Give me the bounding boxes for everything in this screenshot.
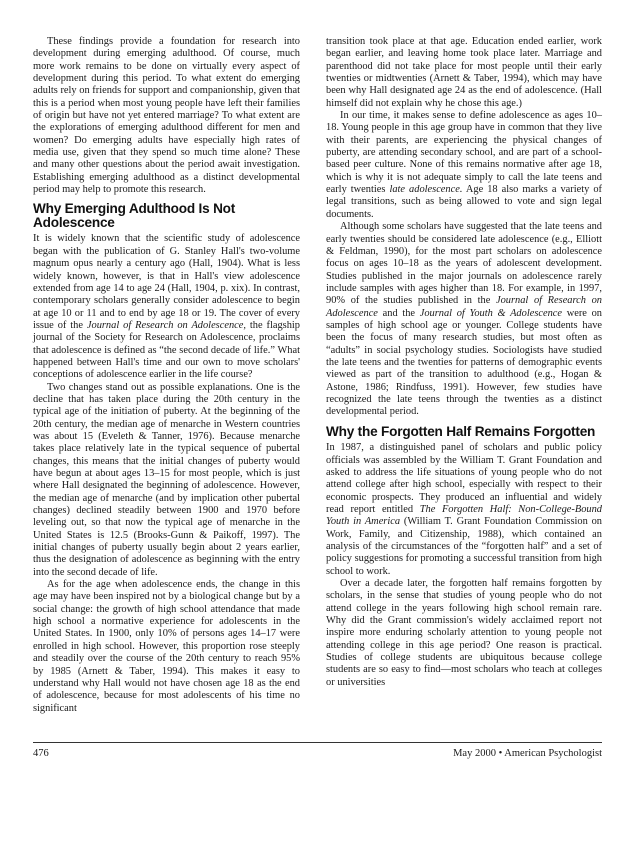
journal-title: Journal of Youth & Adolescence — [419, 307, 563, 319]
paragraph: As for the age when adolescence ends, the change in this age may have been inspired not by a biological change but by a social change: the growth of high school attendance that made high school a normative experience for adolescents in the United States. In 1900, only 10% of persons ages 14–17 were enrolled in high school. However, this proportion rose steeply and steadily over the course of the 20th century to reach 95% by 1985 (Arnett & Taber, 1994). This makes it easy to understand why Hall would not have chosen age 18 as the end of adolescence, because for most adolescents of his time no significant — [33, 579, 300, 714]
paragraph: Two changes stand out as possible explanations. One is the decline that has taken place during the 20th century in the typical age of the initiation of puberty. At the beginning of the 20th century, the median age of menarche in Western countries was about 15 (Eveleth & Tanner, 1976). Because menarche takes place relatively late in the typical sequence of pubertal changes, this means that the initial changes of puberty would have begun at about ages 13–15 for most people, which is just where Hall designated the beginning of adolescence. However, the median age of menarche (and by implication other pubertal changes) declined steadily between 1900 and 1970 before leveling out, so that now the typical age of menarche in the United States is 12.5 (Brooks-Gunn & Paikoff, 1997). The initial changes of puberty usually begin about 2 years earlier, thus the designation of adolescence as beginning with the entry into the second decade of life. — [33, 381, 300, 578]
paragraph: These findings provide a foundation for research into development during emerging adulthood. Of course, much more work remains to be done on virtually every aspect of development during this period. To what extent do emerging adults rely on friends for support and companionship, given that this is a period when most young people have left their families of origin but have not yet entered marriage? To what extent are the explorations of emerging adulthood different for men and women? Do emerging adults have especially high rates of media use, given that they spend so much time alone? These and many other questions about the period await investigation. Establishing emerging adulthood as a distinct developmental period may help to promote this research. — [33, 36, 300, 196]
section-heading: Why the Forgotten Half Remains Forgotten — [326, 423, 596, 439]
paragraph: In our time, it makes sense to define adolescence as ages 10–18. Young people in this age group have in common that they live with their parents, are experiencing the physical changes of puberty, are attending secondary school, and are part of a school-based peer culture. None of this remains normative after age 18, which is why it is not adequate simply to call the late teens and early twenties late adolescence. Age 18 also marks a variety of legal transitions, such as being allowed to vote and sign legal documents. — [326, 110, 602, 220]
section-heading: Why Emerging Adulthood Is Not Adolescence — [33, 201, 236, 230]
paragraph: Although some scholars have suggested that the late teens and early twenties should be considered late adolescence (e.g., Elliott & Feldman, 1990), for the most part scholars on adolescence focus on ages 10–18 as the years of adolescent development. Studies published in the major journals on adolescence rarely include samples with ages higher than 18. For example, in 1997, 90% of the studies published in the Journal of Research on Adolescence and the Journal of Youth & Adolescence were on samples of high school age or younger. College students have been the focus of many research studies, but most often as “adults” in social psychology studies. Sociologists have studied the late teens and the twenties for patterns of demographic events viewed as part of the transition to adulthood (e.g., Hogan & Astone, 1986; Rindfuss, 1991). However, few studies have recognized the late teens through the twenties as a distinct developmental period. — [326, 221, 602, 418]
left-column — [33, 36, 300, 715]
journal-footer: May 2000 • American Psychologist — [453, 748, 602, 759]
paragraph: It is widely known that the scientific study of adolescence began with the publication of G. Stanley Hall's two-volume magnum opus nearly a century ago (Hall, 1904). What is less widely known, however, is that in Hall's view adolescence extended from age 14 to age 24 (Hall, 1904, p. xix). In contrast, contemporary scholars generally consider adolescence to begin at age 10 or 11 and to end by age 18 or 19. The cover of every issue of the Journal of Research on Adolescence, the flagship journal of the Society for Research on Adolescence, proclaims that adolescence is defined as “the second decade of life.” What happened between Hall's time and our own to move scholars' conceptions of adolescence earlier in the life course? — [33, 233, 300, 381]
journal-title: Journal of Research on Adolescence — [326, 295, 602, 319]
paragraph: Over a decade later, the forgotten half remains forgotten by scholars, in the sense that studies of young people who do not attend college in the years following high school remain rare. Why did the Grant commission's widely acclaimed report not inspire more enduring scholarly attention to young people not attending college in this age period? One reason is practical. Studies of college students are ubiquitous because college students are so easy to find—most scholars who teach at colleges or universities — [326, 577, 602, 688]
footer-rule — [33, 742, 602, 743]
paragraph: In 1987, a distinguished panel of scholars and public policy officials was assembled by the William T. Grant Foundation and asked to address the life situations of young people who do not attend college after high school, especially with respect to their economic prospects. They produced an influential and widely read report entitled The Forgotten Half: Non-College-Bound Youth in America (William T. Grant Foundation Commission on Work, Family, and Citizenship, 1988), which contained an analysis of the circumstances of the “forgotten half” and a set of policy suggestions for promoting a successful transition from high school to work. — [326, 442, 602, 577]
paragraph: transition took place at that age. Education ended earlier, work began earlier, and leaving home took place later. Marriage and parenthood did not take place for most people until their early twenties or midtwenties (Arnett & Taber, 1994), which may have been why Hall designated age 24 as the end of adolescence. (Hall himself did not explain why he chose this age.) — [326, 36, 602, 109]
page-number: 476 — [33, 748, 49, 759]
journal-title: Journal of Research on Adolescence, — [86, 319, 246, 331]
report-title: The Forgotten Half: Non-College-Bound Youth in America — [326, 503, 602, 528]
right-column — [326, 36, 602, 689]
